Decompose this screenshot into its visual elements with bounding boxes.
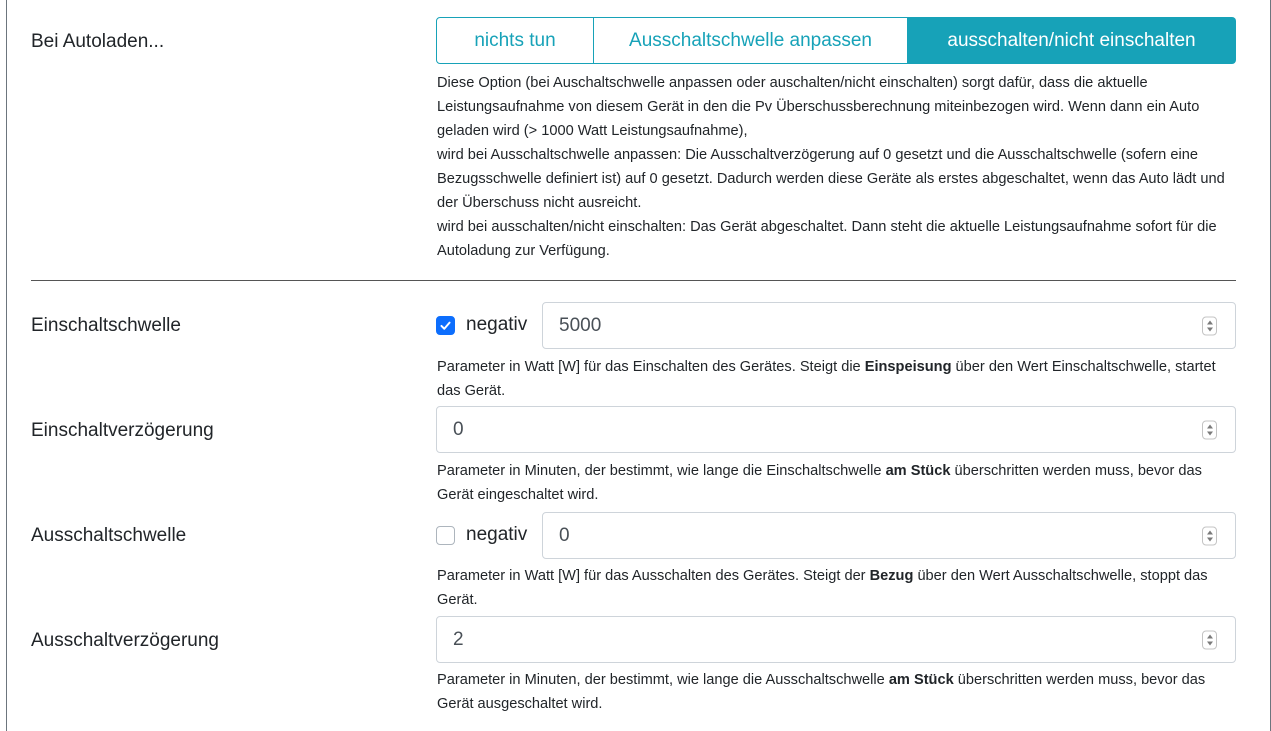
einschaltverzoegerung-help-text: Parameter in Minuten, der bestimmt, wie lange die Einschaltschwelle am Stück überschritten werden muss, bevor das Gerät eingeschaltet wird. xyxy=(437,463,1202,503)
ausschaltverzoegerung-value: 2 xyxy=(453,628,464,650)
einschaltschwelle-input[interactable] xyxy=(542,302,1236,349)
einschaltschwelle-label: Einschaltschwelle xyxy=(31,315,181,336)
einschaltschwelle-negativ-checkbox-label[interactable] xyxy=(436,314,527,336)
autoload-help-text xyxy=(437,71,1237,263)
ausschaltverzoegerung-label: Ausschaltverzögerung xyxy=(31,630,219,651)
checkmark-icon xyxy=(439,319,452,332)
einschaltschwelle-value: 5000 xyxy=(559,314,602,336)
einschaltverzoegerung-spinner[interactable] xyxy=(1202,420,1217,439)
ausschaltschwelle-input[interactable] xyxy=(542,512,1236,559)
autoload-help-paragraph-3: wird bei ausschalten/nicht einschalten: Das Gerät abgeschaltet. Dann steht die aktuelle Leistungsaufnahme sofort für die Autoladung zur Verfügung. xyxy=(437,219,1217,259)
option-ausschaltschwelle-anpassen-button[interactable]: Ausschaltschwelle anpassen xyxy=(594,17,908,64)
ausschaltverzoegerung-help-text: Parameter in Minuten, der bestimmt, wie lange die Ausschaltschwelle am Stück überschritten werden muss, bevor das Gerät ausgeschaltet wird. xyxy=(437,672,1206,712)
ausschaltschwelle-help-text: Parameter in Watt [W] für das Ausschalten des Gerätes. Steigt der Bezug über den Wert Ausschaltschwelle, stoppt das Gerät. xyxy=(437,568,1208,608)
autoload-label: Bei Autoladen... xyxy=(31,31,165,52)
panel-border-left xyxy=(6,0,7,731)
einschaltverzoegerung-value: 0 xyxy=(453,418,464,440)
einschaltschwelle-spinner[interactable] xyxy=(1202,316,1217,335)
ausschaltschwelle-label: Ausschaltschwelle xyxy=(31,525,187,546)
einschaltschwelle-negativ-text: negativ xyxy=(466,314,528,335)
autoload-button-group xyxy=(436,17,1236,64)
einschaltverzoegerung-label: Einschaltverzögerung xyxy=(31,420,214,441)
ausschaltschwelle-negativ-checkbox[interactable] xyxy=(436,526,455,545)
autoload-help-paragraph-2: wird bei Ausschaltschwelle anpassen: Die Ausschaltverzögerung auf 0 gesetzt und die Ausschaltschwelle (sofern eine Bezugsschwelle definiert ist) auf 0 gesetzt. Dadurch werden diese Geräte als erstes abgeschaltet, wenn das Auto lädt und der Überschuss nicht ausreicht. xyxy=(437,147,1225,211)
einschaltverzoegerung-input[interactable] xyxy=(436,406,1236,453)
section-divider xyxy=(31,280,1236,281)
ausschaltschwelle-spinner[interactable] xyxy=(1202,526,1217,545)
ausschaltschwelle-negativ-text: negativ xyxy=(466,524,528,545)
autoload-help-paragraph-1: Diese Option (bei Auschaltschwelle anpassen oder auschalten/nicht einschalten) sorgt dafür, dass die aktuelle Leistungsaufnahme von diesem Gerät in den die Pv Überschussberechnung miteinbezogen wird. Wenn dann ein Auto geladen wird (> 1000 Watt Leistungsaufnahme), xyxy=(437,75,1200,139)
ausschaltschwelle-negativ-checkbox-label[interactable] xyxy=(436,524,527,546)
ausschaltverzoegerung-spinner[interactable] xyxy=(1202,630,1217,649)
ausschaltschwelle-value: 0 xyxy=(559,524,570,546)
einschaltschwelle-help-text: Parameter in Watt [W] für das Einschalten des Gerätes. Steigt die Einspeisung über den Wert Einschaltschwelle, startet das Gerät. xyxy=(437,359,1216,399)
option-nichts-tun-button[interactable]: nichts tun xyxy=(436,17,594,64)
einschaltschwelle-negativ-checkbox[interactable] xyxy=(436,316,455,335)
option-ausschalten-nicht-einschalten-button[interactable]: ausschalten/nicht einschalten xyxy=(908,17,1236,64)
ausschaltverzoegerung-input[interactable] xyxy=(436,616,1236,663)
